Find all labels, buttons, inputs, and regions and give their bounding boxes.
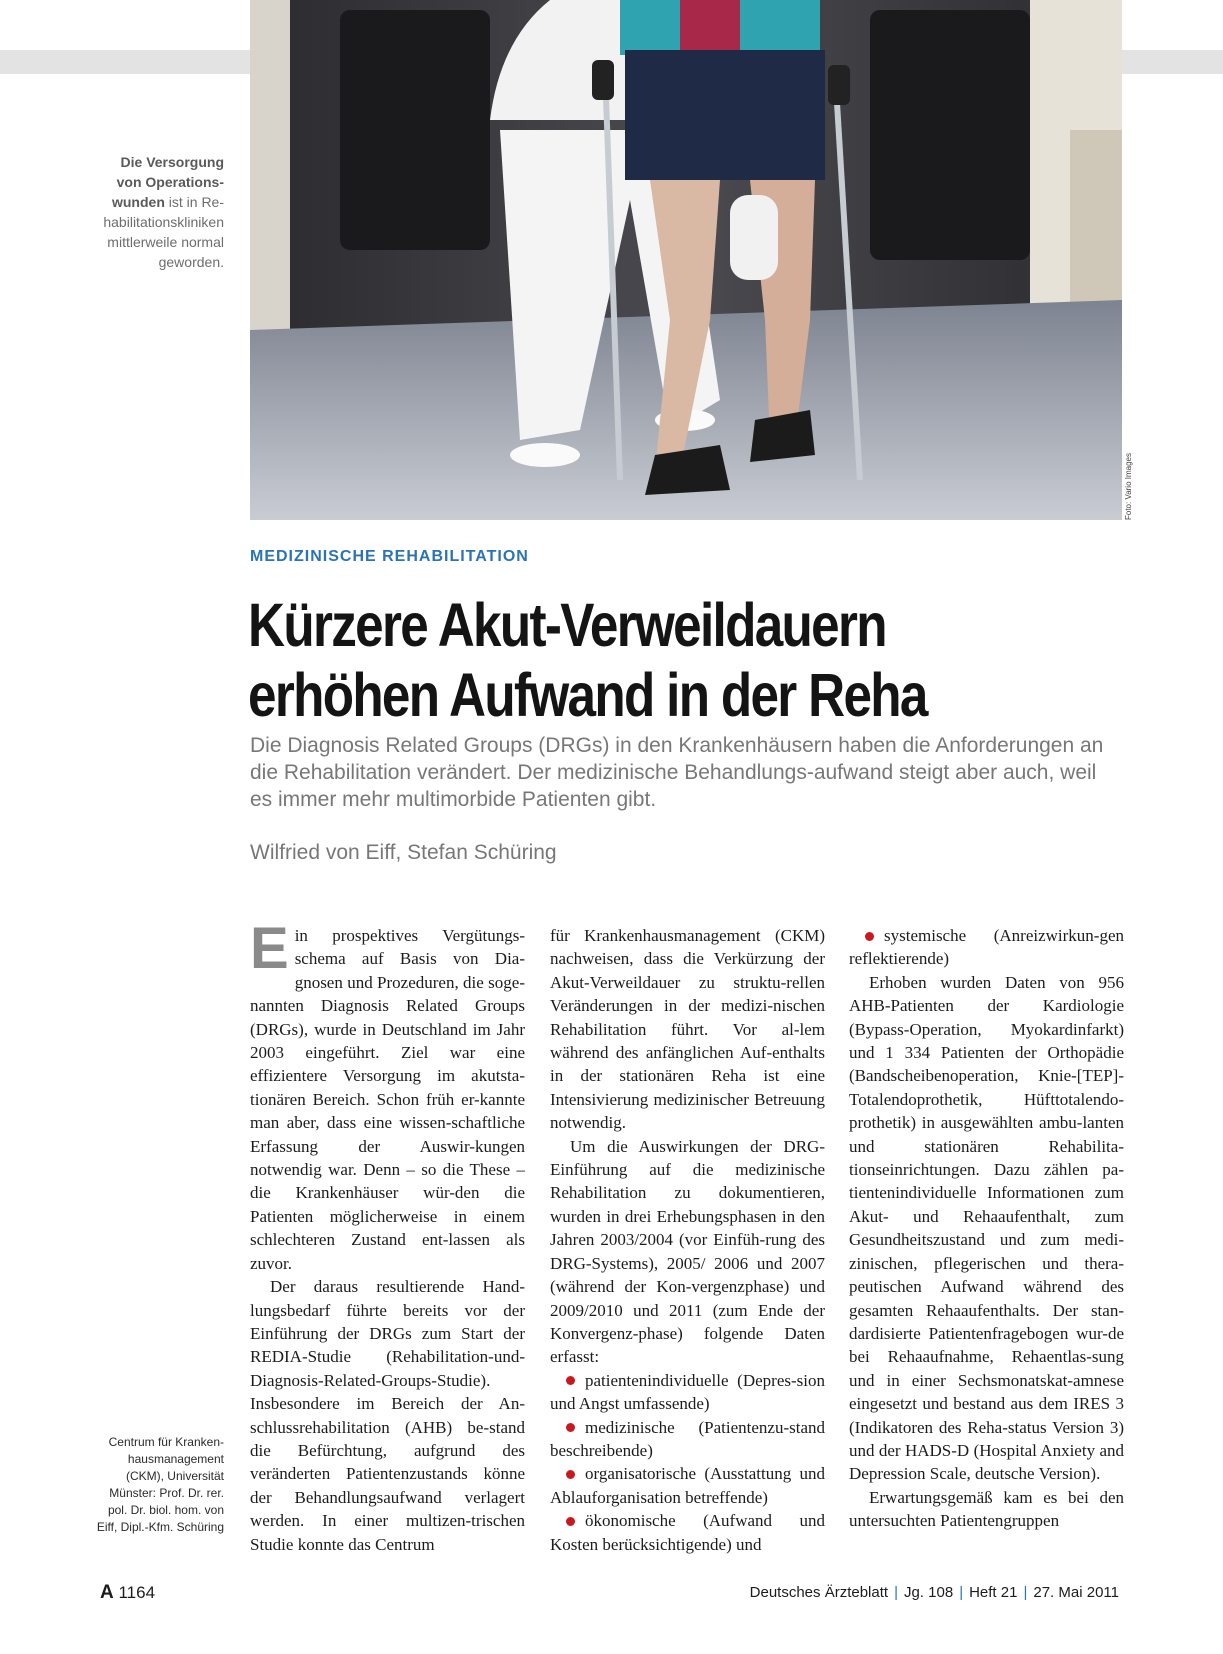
drop-cap: E: [250, 916, 289, 981]
text-column-2: [550, 924, 825, 1556]
bullet-dot-icon: [566, 1470, 575, 1479]
paragraph: für Krankenhausmanagement (CKM) nachweisen, dass die Verkürzung der Akut-Verweildauer zu struktu-rellen Veränderungen in der medizi-nischen Rehabilitation führt. Vor al-lem während des anfänglichen Auf-enthalts in der stationären Reha ist eine Intensivierung medizinischer Betreuung notwendig.: [550, 926, 825, 1133]
journal-volume: Jg. 108: [903, 1584, 954, 1601]
list-item: [849, 924, 1124, 971]
journal-issue: Heft 21: [969, 1584, 1018, 1601]
paragraph: [250, 916, 525, 1275]
article-kicker: MEDIZINISCHE REHABILITATION: [250, 548, 529, 565]
headline-line-1: Kürzere Akut-Verweildauern: [248, 591, 886, 659]
list-item: [550, 1369, 825, 1416]
journal-date: 27. Mai 2011: [1033, 1584, 1119, 1601]
page-folio: [100, 1582, 155, 1604]
bullet-list-continued: [849, 924, 1124, 971]
page-number: 1164: [118, 1583, 156, 1602]
list-item: [550, 1509, 825, 1556]
top-band-left: [0, 50, 250, 74]
paragraph: Erhoben wurden Daten von 956 AHB-Patienten der Kardiologie (Bypass-Operation, Myokardinfarkt) und 1 334 Patienten der Orthopädie (Bandscheibenoperation, Knie-[TEP]-Totalendoprothetik, Hüfttotalendo-prothetik) in ausgewählten ambu-lanten und stationären Rehabilita-tionseinrichtungen. Dazu zählen pa-tientenindividuelle Informationen zum Akut- und Rehaaufenthalt, zum Gesundheitszustand und zum medi-zinischen, pflegerischen und thera-peutischen Aufwand während des gesamten Rehaaufenthalts. Der stan-dardisierte Patientenfragebogen wur-de bei Rehaaufnahme, Rehaentlas-sung und in einer Sechsmonatskat-amnese eingesetzt und bestand aus dem IRES 3 (Indikatoren des Reha-status Version 3) und der HADS-D (Hospital Anxiety and Depression Scale, deutsche Version).: [849, 972, 1124, 1484]
list-item-text: systemische (Anreizwirkun-gen reflektierende): [849, 926, 1124, 969]
journal-name: Deutsches Ärzteblatt: [749, 1584, 889, 1601]
list-item-text: ökonomische (Aufwand und Kosten berücksichtigende) und: [550, 1511, 825, 1554]
list-item-text: medizinische (Patientenzu-stand beschreibende): [550, 1417, 825, 1460]
bullet-list: [550, 1369, 825, 1556]
paragraph: Erwartungsgemäß kam es bei den untersuchten Patientengruppen: [849, 1487, 1124, 1531]
article-headline: [248, 590, 1004, 730]
article-photo: [250, 0, 1122, 520]
photo-caption-bold: Die Versorgung von Operations-wunden: [111, 154, 224, 210]
paragraph-text: in prospektives Vergütungs-schema auf Basis von Dia-gnosen und Prozeduren, die soge-nannten Diagnosis Related Groups (DRGs), wurde in Deutschland im Jahr 2003 eingeführt. Ziel war eine effizientere Versorgung im akutsta-tionären Bereich. Schon früh er-kannte man aber, dass eine wissen-schaftliche Erfassung der Auswir-kungen notwendig war. Denn – so die These – die Krankenhäuser wür-den die Patienten möglicherweise in einem schlechteren Zustand ent-lassen als zuvor.: [250, 926, 525, 1273]
headline-line-2: erhöhen Aufwand in der Reha: [248, 661, 927, 729]
footer-separator: |: [959, 1584, 964, 1601]
photo-caption: [94, 152, 224, 272]
list-item-text: patientenindividuelle (Depres-sion und Angst umfassende): [550, 1370, 825, 1414]
footer-separator: |: [894, 1584, 898, 1601]
author-affiliation: Centrum für Kranken-hausmanagement (CKM), Universität Münster: Prof. Dr. rer. pol. Dr. biol. hom. von Eiff, Dipl.-Kfm. Schüring: [96, 1435, 224, 1534]
list-item-text: organisatorische (Ausstattung und Ablauforganisation betreffende): [550, 1464, 825, 1507]
bullet-dot-icon: [566, 1423, 575, 1432]
bullet-dot-icon: [566, 1376, 575, 1385]
photo-credit: Foto: Vario Images: [1124, 453, 1133, 520]
article-deck: Die Diagnosis Related Groups (DRGs) in den Krankenhäusern haben die Anforderungen an die Rehabilitation verändert. Der medizinische Behandlungs-aufwand steigt aber auch, weil es immer mehr multimorbide Patienten gibt.: [250, 734, 1104, 811]
bullet-dot-icon: [865, 932, 874, 941]
list-item: [550, 1462, 825, 1509]
paragraph: Der daraus resultierende Hand-lungsbedarf führte bereits vor der Einführung der DRGs zum Start der REDIA-Studie (Rehabilitation-und-Diagnosis-Related-Groups-Studie). Insbesondere im Bereich der An-schlussrehabilitation (AHB) be-stand die Befürchtung, aufgrund des veränderten Patientenzustands könne der Behandlungsaufwand verlagert werden. In einer multizen-trischen Studie konnte das Centrum: [250, 1277, 525, 1554]
text-column-3: [849, 924, 1124, 1533]
article-authors: Wilfried von Eiff, Stefan Schüring: [250, 841, 557, 864]
photo-caption-text: ist in Re-habilitationskliniken mittlerweile normal geworden.: [103, 194, 224, 270]
list-item: [550, 1416, 825, 1463]
paragraph: Um die Auswirkungen der DRG-Einführung auf die medizinische Rehabilitation zu dokumentieren, wurden in drei Erhebungsphasen in den Jahren 2003/2004 (vor Einfüh-rung des DRG-Systems), 2005/ 2006 und 2007 (während der Kon-vergenzphase) und 2009/2010 und 2011 (zum Ende der Konvergenz-phase) folgende Daten erfasst:: [550, 1136, 825, 1367]
top-band-right: [1122, 50, 1223, 74]
bullet-dot-icon: [566, 1517, 575, 1526]
text-column-1: [250, 916, 525, 1556]
journal-footer: [750, 1584, 1119, 1601]
section-letter: A: [100, 1582, 114, 1603]
footer-separator: |: [1023, 1584, 1028, 1601]
